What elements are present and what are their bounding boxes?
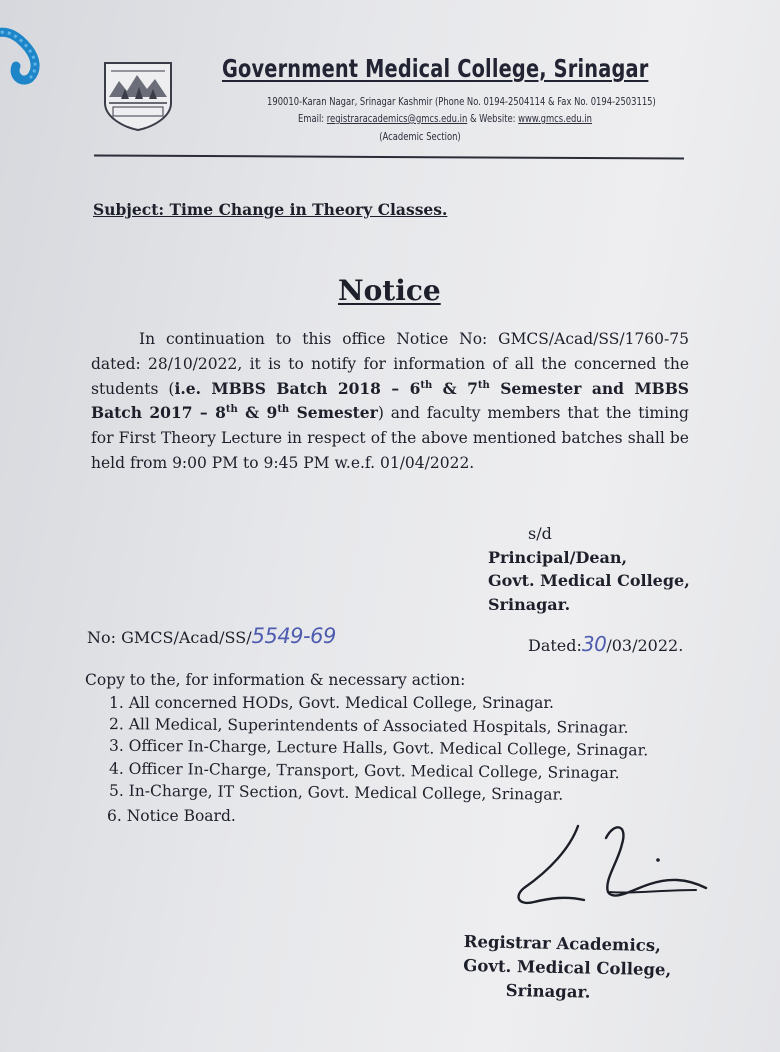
institution-title: Government Medical College, Srinagar (222, 54, 649, 83)
binding-cord-icon (0, 20, 46, 90)
website-label: & Website: (467, 113, 519, 125)
reference-number: No: GMCS/Acad/SS/5549-69 (87, 624, 336, 648)
registrar-city: Srinagar. (505, 980, 591, 1002)
copy-to-heading: Copy to the, for information & necessary action: (85, 671, 466, 689)
notice-heading: Notice (338, 274, 441, 307)
signed-mark: s/d (528, 524, 552, 543)
email-link[interactable]: registraracademics@gmcs.edu.in (326, 113, 468, 125)
signatory-city: Srinagar. (488, 594, 571, 614)
website-link[interactable]: www.gmcs.edu.in (518, 113, 593, 125)
list-item: 3. Officer In-Charge, Lecture Halls, Govt. Medical College, Srinagar. (108, 736, 649, 760)
handwritten-signature (510, 818, 715, 918)
list-item: 4. Officer In-Charge, Transport, Govt. Medical College, Srinagar. (108, 759, 620, 782)
email-label: Email: (297, 113, 327, 125)
college-emblem-icon (101, 59, 175, 131)
handwritten-reference: 5549-69 (251, 624, 336, 648)
signatory-institution: Govt. Medical College, (488, 571, 690, 590)
issue-date: Dated:30/03/2022. (528, 632, 684, 656)
principal-signatory (488, 522, 690, 616)
handwritten-day: 30 (581, 632, 607, 656)
subject-line: Subject: Time Change in Theory Classes. (93, 200, 448, 219)
registrar-title: Registrar Academics, (463, 931, 662, 956)
signatory-title: Principal/Dean, (488, 547, 628, 567)
copy-to-list (107, 692, 648, 827)
notice-body: In continuation to this office Notice No: GMCS/Acad/SS/1760-75 dated: 28/10/2022, it is to notify for information of all the concerned the students (i.e. MBBS Batch 2018 – 6th & 7th Semester and MBBS Batch 2017 – 8th & 9th Semester) and faculty members that the timing for First Theory Lecture in respect of the above mentioned batches shall be held from 9:00 PM to 9:45 PM w.e.f. 01/04/2022. (91, 330, 689, 472)
institution-contact (257, 113, 633, 125)
registrar-institution: Govt. Medical College, (463, 955, 672, 980)
list-item: 6. Notice Board. (107, 806, 236, 825)
list-item: 2. All Medical, Superintendents of Associated Hospitals, Srinagar. (108, 714, 629, 737)
list-item: 1. All concerned HODs, Govt. Medical College, Srinagar. (109, 694, 554, 712)
section-name: (Academic Section) (379, 131, 461, 143)
registrar-signatory (462, 930, 672, 1006)
list-item: 5. In-Charge, IT Section, Govt. Medical College, Srinagar. (108, 781, 564, 804)
institution-address: 190010-Karan Nagar, Srinagar Kashmir (Phone No. 0194-2504114 & Fax No. 0194-2503115) (267, 96, 656, 108)
